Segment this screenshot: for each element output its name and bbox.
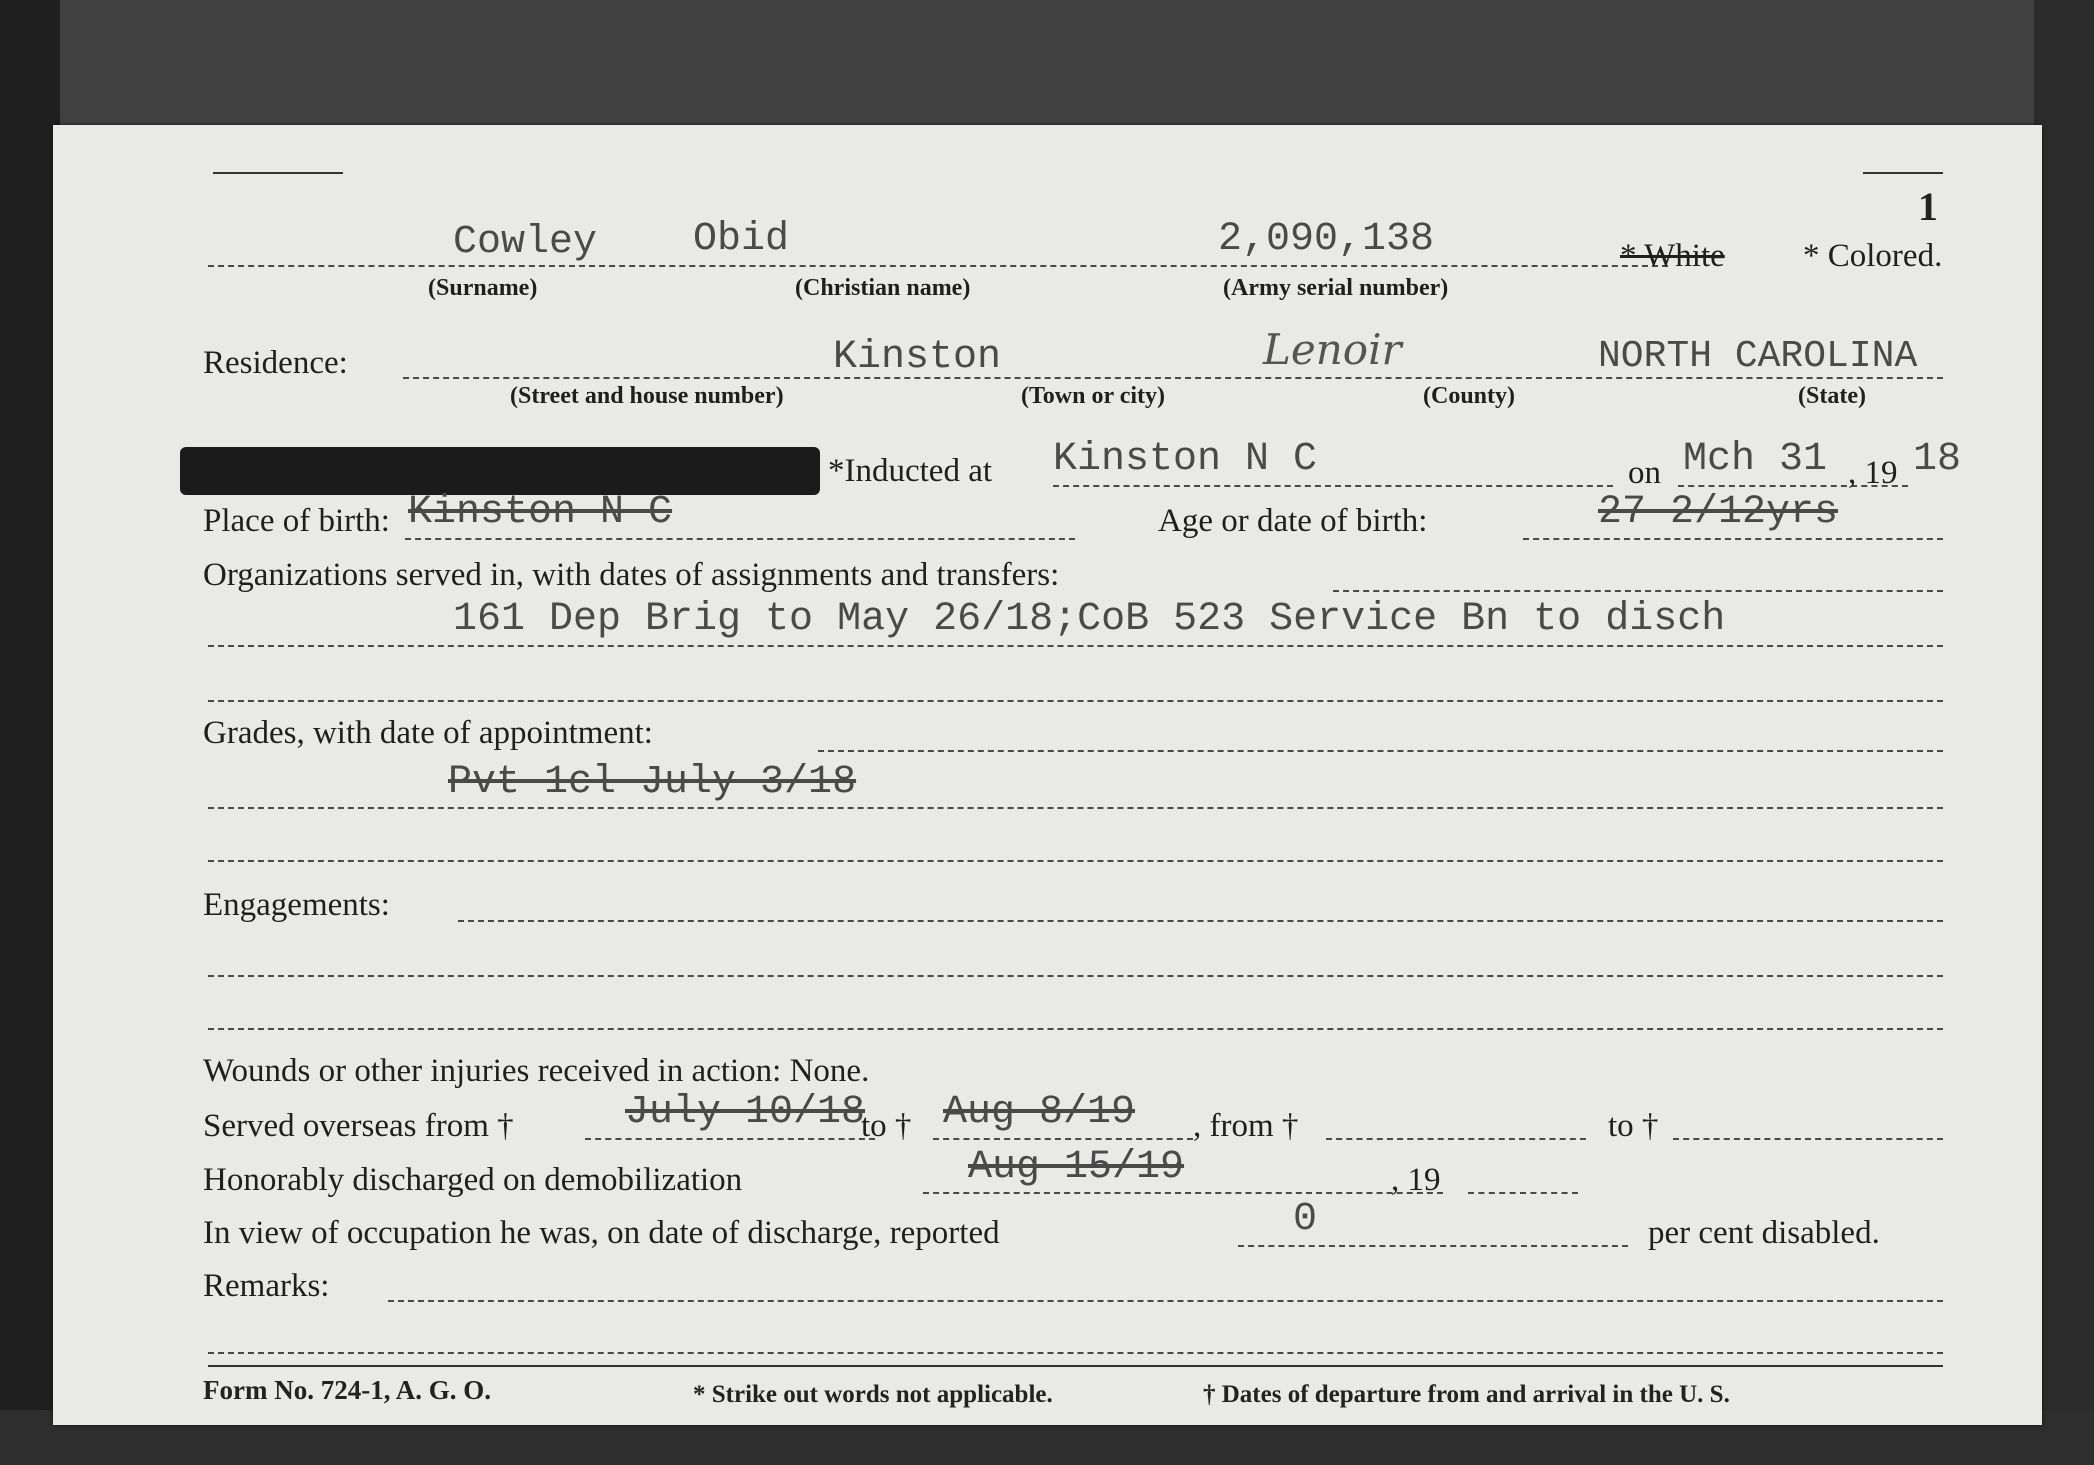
- organizations-line-2: [208, 645, 1943, 647]
- form-number: Form No. 724-1, A. G. O.: [203, 1375, 491, 1405]
- discharge-year-label: , 19: [1391, 1162, 1441, 1198]
- place-of-birth-label: Place of birth:: [203, 503, 390, 539]
- white-label: * White: [1620, 238, 1725, 274]
- age-label: Age or date of birth:: [1158, 503, 1428, 539]
- organizations-line-3: [208, 700, 1943, 702]
- engagements-label: Engagements:: [203, 887, 390, 923]
- top-right-rule: [1863, 172, 1943, 174]
- remarks-label: Remarks:: [203, 1268, 330, 1304]
- grades-line-1: [818, 750, 1943, 752]
- organizations-label: Organizations served in, with dates of assignments and transfers:: [203, 557, 1060, 593]
- inducted-line: [1053, 485, 1613, 487]
- residence-county-value: Lenoir: [1263, 325, 1402, 374]
- induction-year-value: 18: [1913, 437, 1962, 482]
- top-left-rule: [213, 172, 343, 174]
- name-line: [208, 265, 1668, 267]
- inducted-label: *Inducted at: [828, 453, 993, 489]
- overseas-from2-line: [1326, 1138, 1586, 1140]
- induction-year-prefix: , 19: [1848, 455, 1898, 491]
- county-caption: (County): [1423, 383, 1516, 409]
- christian-name-caption: (Christian name): [795, 275, 971, 301]
- overseas-to2-line: [1673, 1138, 1943, 1140]
- residence-town-value: Kinston: [833, 335, 1002, 380]
- background-left: [0, 0, 60, 1465]
- surname-value: Cowley: [453, 220, 598, 265]
- remarks-line-2: [208, 1352, 1943, 1354]
- redaction-mark: [180, 447, 820, 495]
- grades-line-2: [208, 807, 1943, 809]
- card-number: 1: [1918, 184, 1938, 229]
- grades-label: Grades, with date of appointment:: [203, 715, 653, 751]
- christian-name-value: Obid: [693, 217, 790, 262]
- induction-date-value: Mch 31: [1683, 437, 1828, 482]
- organizations-entry: 161 Dep Brig to May 26/18;CoB 523 Service Bn to disch: [453, 597, 1726, 642]
- organizations-line-1: [1333, 590, 1943, 592]
- overseas-from-line: [585, 1138, 875, 1140]
- engagements-line-3: [208, 1028, 1943, 1030]
- wounds-label: Wounds or other injuries received in action: None.: [203, 1053, 870, 1089]
- overseas-to-value: Aug 8/19: [943, 1090, 1136, 1135]
- serial-number-caption: (Army serial number): [1223, 275, 1449, 301]
- discharge-date-value: Aug 15/19: [968, 1145, 1185, 1190]
- disability-label: In view of occupation he was, on date of discharge, reported: [203, 1215, 1000, 1251]
- on-label: on: [1628, 455, 1661, 491]
- age-line: [1523, 538, 1943, 540]
- place-of-birth-value: Kinston N C: [408, 490, 673, 535]
- serial-number-value: 2,090,138: [1218, 217, 1435, 262]
- remarks-line-1: [388, 1300, 1943, 1302]
- disability-line: [1238, 1245, 1628, 1247]
- background-right: [2034, 0, 2094, 1465]
- grades-line-3: [208, 860, 1943, 862]
- disability-suffix: per cent disabled.: [1648, 1215, 1880, 1251]
- overseas-from-value: July 10/18: [625, 1090, 866, 1135]
- place-of-birth-line: [405, 538, 1075, 540]
- inducted-place-value: Kinston N C: [1053, 437, 1318, 482]
- disability-value: 0: [1293, 1197, 1318, 1242]
- grades-entry: Pvt 1cl July 3/18: [448, 760, 857, 805]
- surname-caption: (Surname): [428, 275, 538, 301]
- footer-rule: [208, 1365, 1943, 1367]
- overseas-to2-label: to †: [1608, 1108, 1659, 1144]
- overseas-from2-label: , from †: [1193, 1108, 1299, 1144]
- service-record-card: [53, 125, 2042, 1425]
- overseas-to-line: [933, 1138, 1193, 1140]
- age-value: 27 2/12yrs: [1598, 490, 1839, 535]
- overseas-to-label: to †: [861, 1108, 912, 1144]
- town-caption: (Town or city): [1021, 383, 1165, 409]
- background-top: [0, 0, 2094, 125]
- discharge-label: Honorably discharged on demobilization: [203, 1162, 743, 1198]
- engagements-line-1: [458, 920, 1943, 922]
- state-caption: (State): [1798, 383, 1866, 409]
- strike-note: * Strike out words not applicable.: [693, 1381, 1053, 1408]
- residence-label: Residence:: [203, 345, 348, 381]
- residence-state-value: NORTH CAROLINA: [1598, 335, 1918, 378]
- overseas-label: Served overseas from †: [203, 1108, 514, 1144]
- street-caption: (Street and house number): [510, 383, 784, 409]
- discharge-line: [923, 1192, 1443, 1194]
- colored-label: * Colored.: [1803, 238, 1943, 274]
- dates-note: † Dates of departure from and arrival in the U. S.: [1203, 1381, 1730, 1408]
- engagements-line-2: [208, 975, 1943, 977]
- discharge-year-line: [1468, 1192, 1578, 1194]
